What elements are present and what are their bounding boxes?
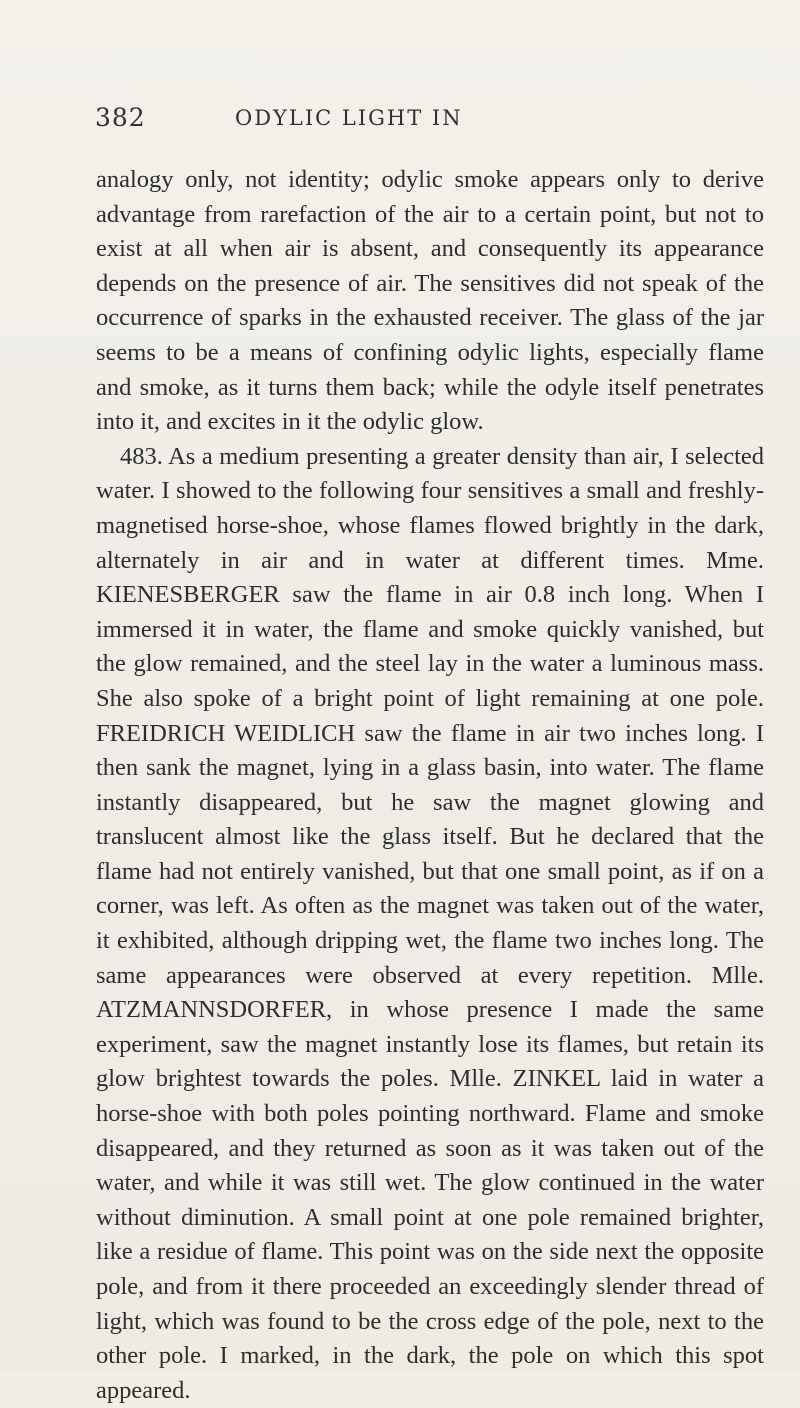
paragraph: analogy only, not identity; odylic smoke appears only to derive advantage from rarefaction of the air to a certain point, but not to exist at all when air is absent, and consequently its appearance depends on the presence of air. The sensitives did not speak of the occurrence of sparks in the exhausted receiver. The glass of the jar seems to be a means of confining odylic lights, especially flame and smoke, as it turns them back; while the odyle itself penetrates into it, and excites in it the odylic glow. [96, 166, 764, 436]
body-text [96, 163, 764, 1408]
running-head: ODYLIC LIGHT IN [235, 106, 463, 130]
paragraph: 483. As a medium presenting a greater density than air, I selected water. I showed to the following four sensitives a small and freshly-magnetised horse-shoe, whose flames flowed brightly in the dark, alternately in air and in water at different times. Mme. KIENESBERGER saw the flame in air 0.8 inch long. When I immersed it in water, the flame and smoke quickly vanished, but the glow remained, and the steel lay in the water a luminous mass. She also spoke of a bright point of light remaining at one pole. FREIDRICH WEIDLICH saw the flame in air two inches long. I then sank the magnet, lying in a glass basin, into water. The flame instantly disappeared, but he saw the magnet glowing and translucent almost like the glass itself. But he declared that the flame had not entirely vanished, but that one small point, as if on a corner, was left. As often as the magnet was taken out of the water, it exhibited, although dripping wet, the flame two inches long. The same appearances were observed at every repetition. Mlle. ATZMANNSDORFER, in whose presence I made the same experiment, saw the magnet instantly lose its flames, but retain its glow brightest towards the poles. Mlle. ZINKEL laid in water a horse-shoe with both poles pointing northward. Flame and smoke disappeared, and they returned as soon as it was taken out of the water, and while it was still wet. The glow continued in the water without diminution. A small point at one pole remained brighter, like a residue of flame. This point was on the side next the opposite pole, and from it there proceeded an exceedingly slender thread of light, which was found to be the cross edge of the pole, next to the other pole. I marked, in the dark, the pole on which this spot appeared. [96, 442, 764, 1404]
page-header [95, 103, 775, 137]
page-number: 382 [95, 103, 146, 132]
